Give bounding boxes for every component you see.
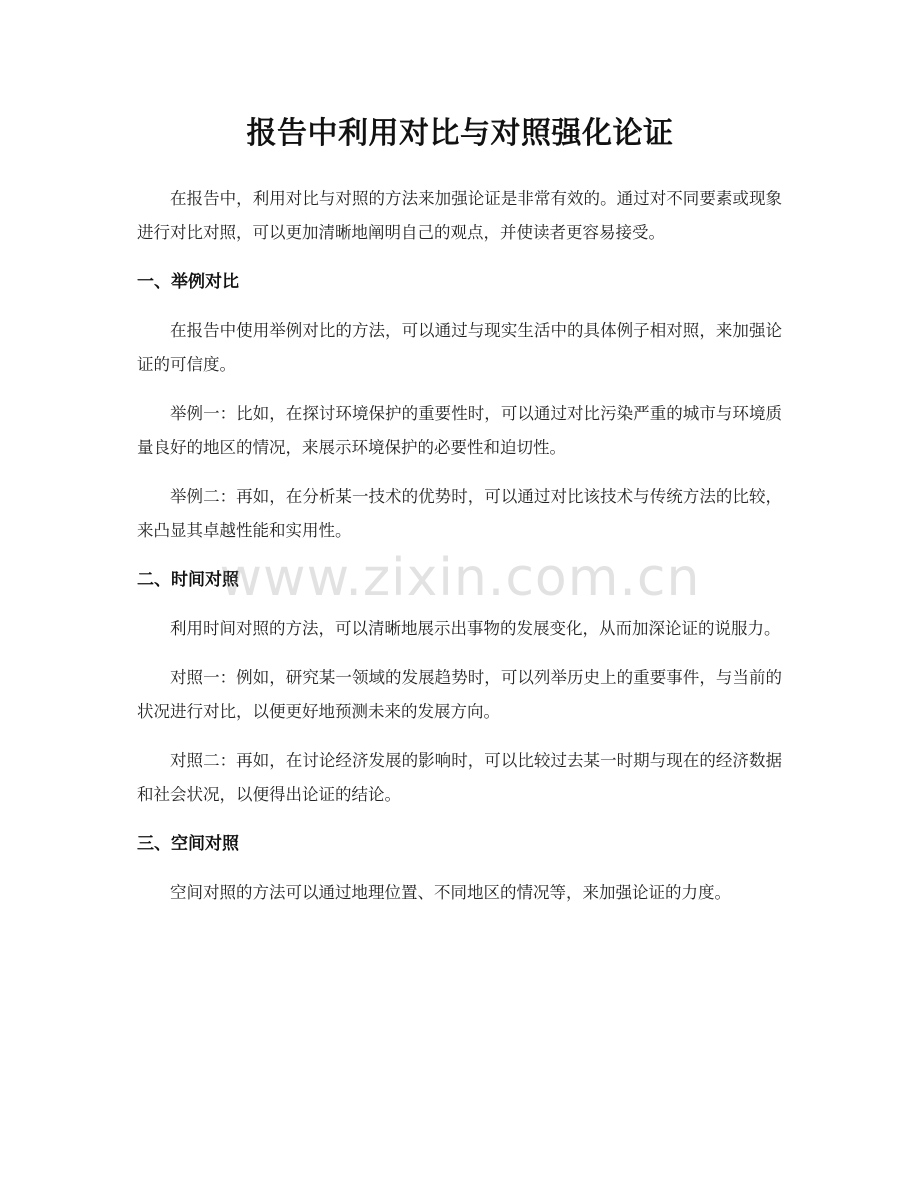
watermark: www.zixin.com.cn [219,548,701,608]
document-body [137,182,782,925]
section-2-paragraph-3: 对照二：再如，在讨论经济发展的影响时，可以比较过去某一时期与现在的经济数据和社会状况，以便得出论证的结论。 [137,751,782,804]
section-2-paragraph-1: 利用时间对照的方法，可以清晰地展示出事物的发展变化，从而加深论证的说服力。 [170,619,781,638]
intro-paragraph: 在报告中，利用对比与对照的方法来加强论证是非常有效的。通过对不同要素或现象进行对比对照，可以更加清晰地阐明自己的观点，并使读者更容易接受。 [137,189,782,242]
section-1-paragraph-3: 举例二：再如，在分析某一技术的优势时，可以通过对比该技术与传统方法的比较，来凸显其卓越性能和实用性。 [137,487,782,540]
section-1-paragraph-2: 举例一：比如，在探讨环境保护的重要性时，可以通过对比污染严重的城市与环境质量良好的地区的情况，来展示环境保护的必要性和迫切性。 [137,404,782,457]
section-heading-space: 三、空间对照 [137,834,239,854]
document-title: 报告中利用对比与对照强化论证 [246,116,674,151]
section-heading-time: 二、时间对照 [137,570,239,590]
section-2-paragraph-2: 对照一：例如，研究某一领域的发展趋势时，可以列举历史上的重要事件，与当前的状况进行对比，以便更好地预测未来的发展方向。 [137,668,782,721]
section-heading-examples: 一、举例对比 [137,272,239,292]
section-3-paragraph-1: 空间对照的方法可以通过地理位置、不同地区的情况等，来加强论证的力度。 [170,883,731,902]
section-1-paragraph-1: 在报告中使用举例对比的方法，可以通过与现实生活中的具体例子相对照，来加强论证的可信度。 [137,321,782,374]
